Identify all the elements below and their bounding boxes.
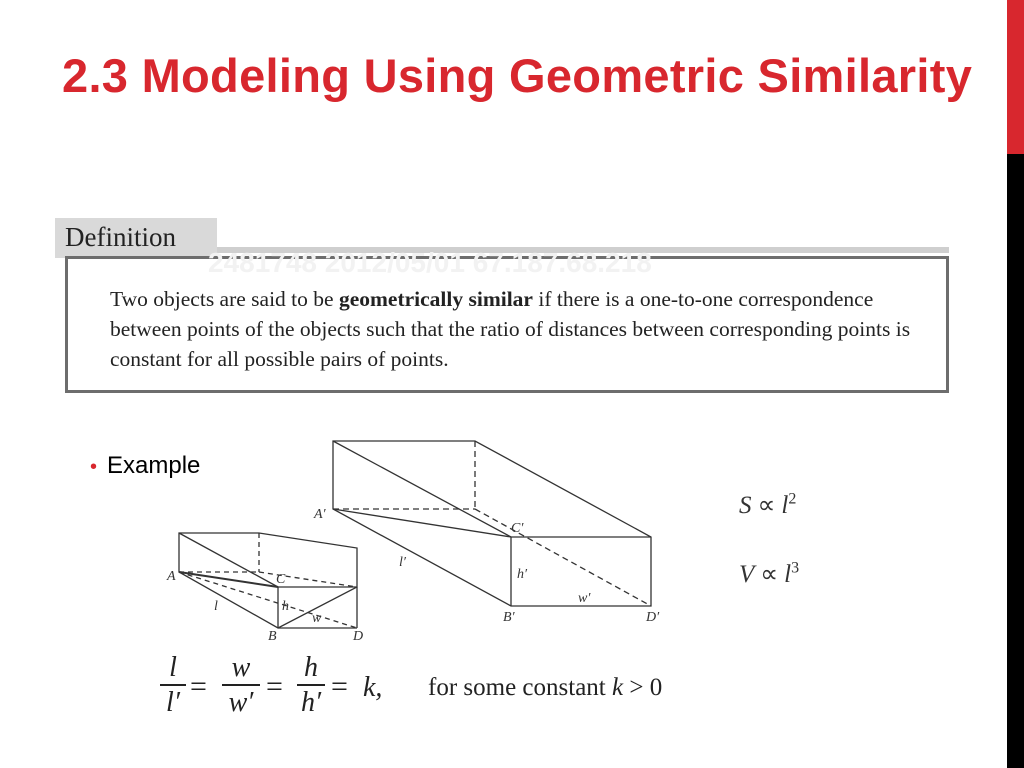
label-A-prime: A′ (314, 507, 326, 522)
fraction-l (160, 652, 186, 720)
label-A: A (167, 569, 176, 584)
watermark-text: 2481748 2012/05/01 67.187.68.218 (208, 247, 652, 278)
fraction-l-numerator: l (169, 652, 177, 683)
bullet-text: Example (107, 452, 201, 479)
right-edge-accent (1007, 0, 1024, 154)
label-C: C (276, 572, 286, 587)
right-edge-bar (1007, 0, 1024, 768)
condition-variable: k (611, 674, 624, 701)
fraction-h (297, 652, 325, 720)
volume-proportional-symbol: ∝ (760, 561, 779, 588)
label-B-prime: B′ (503, 610, 515, 625)
definition-text-start: Two objects are said to be (110, 287, 339, 311)
condition-value: 0 (649, 674, 663, 701)
label-B: B (268, 629, 277, 644)
definition-heading: Definition (65, 222, 176, 252)
label-C-prime: C′ (511, 521, 524, 536)
label-w-prime: w′ (578, 591, 591, 606)
large-box-labels (313, 507, 660, 625)
equals-sign-3: = (331, 670, 348, 703)
small-box (179, 533, 357, 628)
volume-relation (739, 559, 799, 589)
formula-condition (428, 674, 662, 702)
volume-exponent: 3 (791, 559, 800, 577)
label-l: l (214, 599, 218, 614)
surface-lhs: S (739, 492, 752, 519)
definition-bold-term: geometrically similar (338, 287, 533, 311)
condition-relation: > (629, 674, 644, 701)
condition-text: for some constant (428, 674, 606, 701)
label-D-prime: D′ (646, 610, 660, 625)
bullet-dot-icon: • (90, 456, 98, 478)
surface-relation (739, 490, 796, 520)
volume-rhs: l (784, 561, 792, 588)
label-h-prime: h′ (517, 567, 528, 582)
label-D: D (353, 629, 364, 644)
volume-lhs: V (739, 561, 755, 588)
equals-sign-2: = (266, 670, 283, 703)
surface-proportional-symbol: ∝ (757, 492, 776, 519)
surface-rhs: l (781, 492, 789, 519)
fraction-w-denominator: w′ (228, 687, 254, 718)
fraction-w (222, 652, 260, 720)
fraction-h-denominator: h′ (300, 687, 322, 718)
ratio-constant: k, (363, 672, 383, 703)
definition-text-end: if there is a one-to-one correspondence between points of the objects such that the ratio of distances between corresponding points is constant for all possible pairs of points. (110, 287, 911, 371)
slide-title: 2.3 Modeling Using Geometric Similarity (62, 49, 973, 102)
label-w: w (312, 611, 322, 626)
fraction-w-numerator: w (231, 652, 251, 683)
large-box (333, 441, 651, 606)
label-h: h (282, 599, 289, 614)
label-l-prime: l′ (399, 555, 406, 570)
fraction-l-denominator: l′ (166, 687, 180, 718)
fraction-h-numerator: h (304, 652, 318, 683)
equals-sign-1: = (190, 670, 207, 703)
surface-exponent: 2 (788, 490, 797, 508)
